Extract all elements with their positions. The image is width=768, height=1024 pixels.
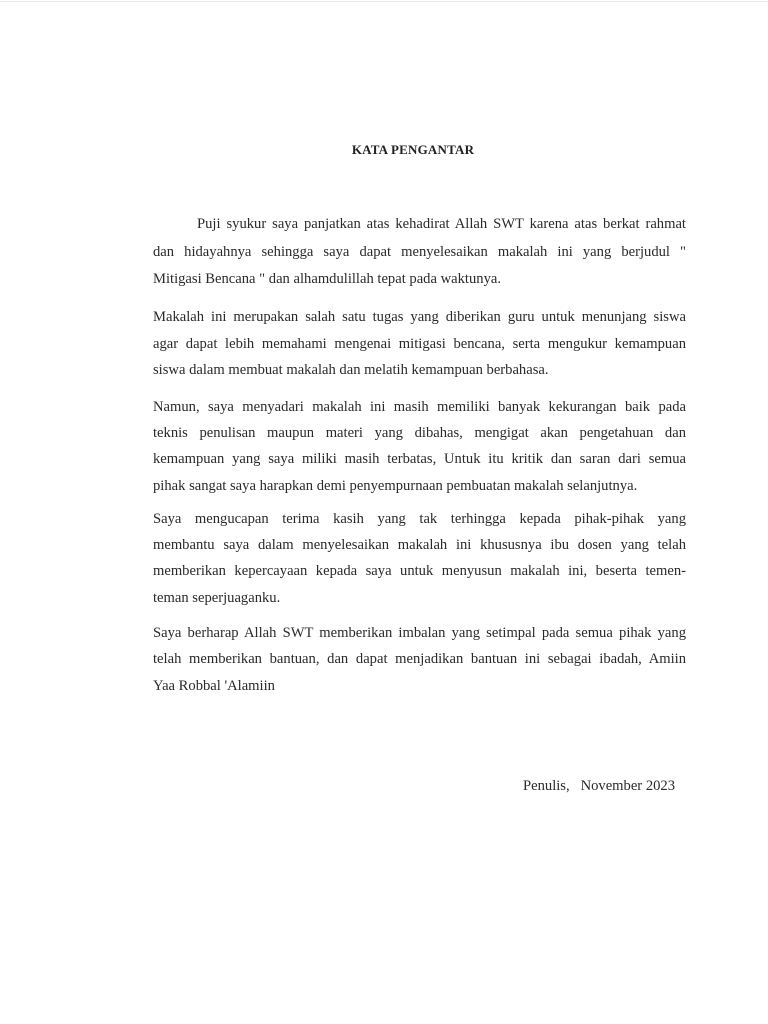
paragraph-3-line: pihak sangat saya harapkan demi penyempurnaan pembuatan makalah selanjutnya. — [153, 478, 638, 494]
paragraph-2-line: agar dapat lebih memahami mengenai mitigasi bencana, serta mengukur kemampuan — [153, 336, 686, 352]
paragraph-3-line: teknis penulisan maupun materi yang dibahas, mengigat akan pengetahuan dan — [153, 425, 686, 441]
paragraph-2-line: Makalah ini merupakan salah satu tugas yang diberikan guru untuk menunjang siswa — [153, 309, 686, 325]
paragraph-3-line: kemampuan yang saya miliki masih terbatas, Untuk itu kritik dan saran dari semua — [153, 451, 686, 467]
paragraph-4-line: Saya mengucapan terima kasih yang tak terhingga kepada pihak-pihak yang — [153, 511, 686, 527]
signature-line: Penulis, November 2023 — [523, 778, 676, 794]
paragraph-5-line: telah memberikan bantuan, dan dapat menjadikan bantuan ini sebagai ibadah, Amiin — [153, 651, 686, 667]
paragraph-4-line: teman seperjuaganku. — [153, 590, 281, 606]
paragraph-2-line: siswa dalam membuat makalah dan melatih kemampuan berbahasa. — [153, 362, 549, 378]
paragraph-5-line: Yaa Robbal 'Alamiin — [153, 678, 275, 694]
paragraph-4-line: membantu saya dalam menyelesaikan makalah ini khususnya ibu dosen yang telah — [153, 537, 686, 553]
paragraph-5-line: Saya berharap Allah SWT memberikan imbalan yang setimpal pada semua pihak yang — [153, 625, 686, 641]
paragraph-1-line: Puji syukur saya panjatkan atas kehadirat Allah SWT karena atas berkat rahmat — [197, 216, 686, 232]
paragraph-1-line: dan hidayahnya sehingga saya dapat menyelesaikan makalah ini yang berjudul " — [153, 244, 686, 260]
paragraph-1-line: Mitigasi Bencana " dan alhamdulillah tepat pada waktunya. — [153, 271, 501, 287]
paragraph-3-line: Namun, saya menyadari makalah ini masih memiliki banyak kekurangan baik pada — [153, 399, 686, 415]
page-top-border — [0, 1, 768, 2]
paragraph-4-line: memberikan kepercayaan kepada saya untuk menyusun makalah ini, beserta temen- — [153, 563, 686, 579]
page-title: KATA PENGANTAR — [351, 142, 475, 157]
